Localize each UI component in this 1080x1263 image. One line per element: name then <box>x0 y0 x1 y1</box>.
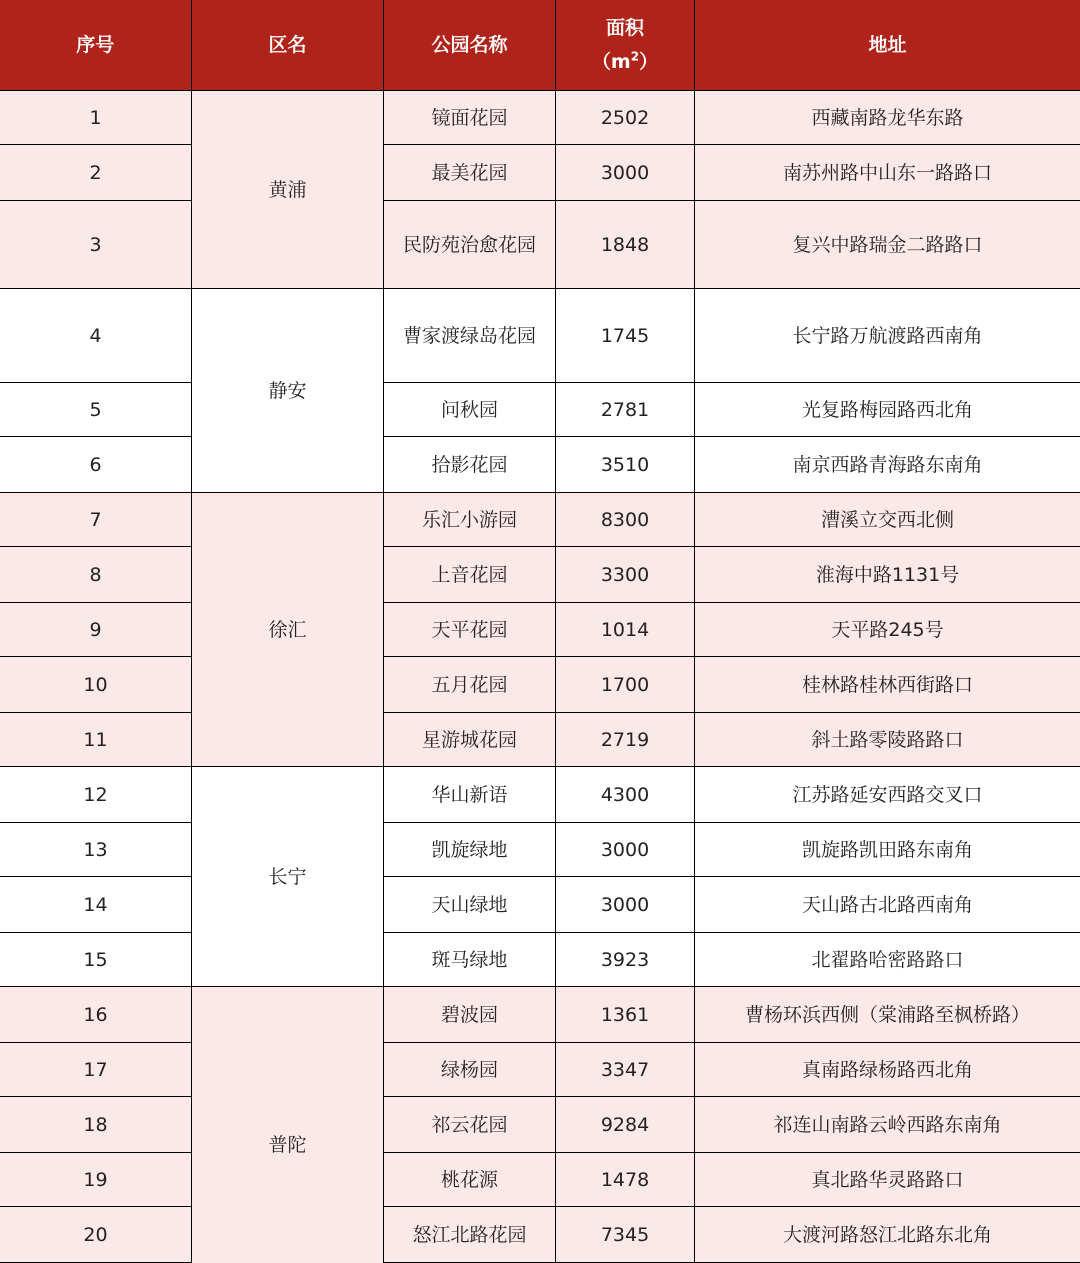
cell-address: 曹杨环浜西侧（棠浦路至枫桥路） <box>695 987 1080 1043</box>
cell-address: 光复路梅园路西北角 <box>695 383 1080 437</box>
table-row <box>0 289 1080 383</box>
header-park-name: 公园名称 <box>384 0 556 91</box>
table-row <box>0 145 1080 201</box>
cell-address: 真南路绿杨路西北角 <box>695 1043 1080 1097</box>
header-area <box>556 0 695 91</box>
cell-index: 14 <box>0 877 192 933</box>
cell-area: 1745 <box>556 289 695 383</box>
cell-index: 1 <box>0 91 192 145</box>
cell-index: 9 <box>0 603 192 657</box>
table-row <box>0 493 1080 547</box>
cell-address: 南京西路青海路东南角 <box>695 437 1080 493</box>
cell-address: 淮海中路1131号 <box>695 547 1080 603</box>
table-row <box>0 933 1080 987</box>
cell-index: 7 <box>0 493 192 547</box>
cell-address: 斜土路零陵路路口 <box>695 713 1080 767</box>
cell-area: 1014 <box>556 603 695 657</box>
cell-area: 2502 <box>556 91 695 145</box>
cell-address: 北翟路哈密路路口 <box>695 933 1080 987</box>
cell-index: 4 <box>0 289 192 383</box>
cell-district: 静安 <box>192 289 384 493</box>
table-row <box>0 437 1080 493</box>
cell-park: 曹家渡绿岛花园 <box>384 289 556 383</box>
cell-park: 问秋园 <box>384 383 556 437</box>
table-row <box>0 547 1080 603</box>
table-row <box>0 877 1080 933</box>
cell-area: 3000 <box>556 823 695 877</box>
table-row <box>0 1153 1080 1207</box>
cell-park: 斑马绿地 <box>384 933 556 987</box>
header-district: 区名 <box>192 0 384 91</box>
cell-index: 2 <box>0 145 192 201</box>
table-row <box>0 767 1080 823</box>
cell-area: 4300 <box>556 767 695 823</box>
cell-area: 8300 <box>556 493 695 547</box>
cell-address: 大渡河路怒江北路东北角 <box>695 1207 1080 1263</box>
cell-area: 3923 <box>556 933 695 987</box>
cell-address: 天山路古北路西南角 <box>695 877 1080 933</box>
cell-area: 9284 <box>556 1097 695 1153</box>
cell-park: 五月花园 <box>384 657 556 713</box>
cell-address: 江苏路延安西路交叉口 <box>695 767 1080 823</box>
cell-area: 7345 <box>556 1207 695 1263</box>
cell-park: 桃花源 <box>384 1153 556 1207</box>
cell-park: 拾影花园 <box>384 437 556 493</box>
cell-area: 3300 <box>556 547 695 603</box>
cell-area: 1848 <box>556 201 695 289</box>
table-row <box>0 603 1080 657</box>
cell-park: 镜面花园 <box>384 91 556 145</box>
cell-area: 1361 <box>556 987 695 1043</box>
cell-index: 15 <box>0 933 192 987</box>
table-row <box>0 1097 1080 1153</box>
cell-area: 3000 <box>556 145 695 201</box>
table-row <box>0 713 1080 767</box>
cell-park: 民防苑治愈花园 <box>384 201 556 289</box>
cell-index: 10 <box>0 657 192 713</box>
cell-address: 长宁路万航渡路西南角 <box>695 289 1080 383</box>
cell-area: 1700 <box>556 657 695 713</box>
cell-index: 8 <box>0 547 192 603</box>
cell-area: 1478 <box>556 1153 695 1207</box>
cell-index: 5 <box>0 383 192 437</box>
cell-park: 天平花园 <box>384 603 556 657</box>
table-row <box>0 1043 1080 1097</box>
table-header-row <box>0 0 1080 91</box>
table-row <box>0 657 1080 713</box>
cell-index: 17 <box>0 1043 192 1097</box>
table-row <box>0 1207 1080 1263</box>
cell-park: 祁云花园 <box>384 1097 556 1153</box>
table-row <box>0 383 1080 437</box>
cell-address: 漕溪立交西北侧 <box>695 493 1080 547</box>
cell-district: 普陀 <box>192 987 384 1263</box>
cell-address: 天平路245号 <box>695 603 1080 657</box>
cell-district: 黄浦 <box>192 91 384 289</box>
cell-area: 3510 <box>556 437 695 493</box>
header-area-unit-close: ） <box>639 51 659 73</box>
cell-park: 怒江北路花园 <box>384 1207 556 1263</box>
cell-park: 碧波园 <box>384 987 556 1043</box>
cell-index: 3 <box>0 201 192 289</box>
cell-index: 11 <box>0 713 192 767</box>
cell-address: 南苏州路中山东一路路口 <box>695 145 1080 201</box>
cell-index: 20 <box>0 1207 192 1263</box>
cell-district: 徐汇 <box>192 493 384 767</box>
table-row <box>0 201 1080 289</box>
cell-park: 天山绿地 <box>384 877 556 933</box>
cell-park: 上音花园 <box>384 547 556 603</box>
cell-park: 华山新语 <box>384 767 556 823</box>
cell-index: 12 <box>0 767 192 823</box>
cell-area: 3000 <box>556 877 695 933</box>
cell-index: 6 <box>0 437 192 493</box>
cell-address: 西藏南路龙华东路 <box>695 91 1080 145</box>
header-area-unit-open: （m <box>591 51 631 73</box>
header-area-unit-sup: 2 <box>630 49 640 64</box>
cell-district: 长宁 <box>192 767 384 987</box>
cell-park: 星游城花园 <box>384 713 556 767</box>
cell-park: 凯旋绿地 <box>384 823 556 877</box>
cell-index: 13 <box>0 823 192 877</box>
table-row <box>0 823 1080 877</box>
header-address: 地址 <box>695 0 1080 91</box>
cell-park: 绿杨园 <box>384 1043 556 1097</box>
cell-area: 2781 <box>556 383 695 437</box>
cell-index: 18 <box>0 1097 192 1153</box>
cell-address: 桂林路桂林西街路口 <box>695 657 1080 713</box>
cell-park: 乐汇小游园 <box>384 493 556 547</box>
header-area-label: 面积 <box>605 17 644 39</box>
cell-park: 最美花园 <box>384 145 556 201</box>
cell-address: 复兴中路瑞金二路路口 <box>695 201 1080 289</box>
cell-address: 凯旋路凯田路东南角 <box>695 823 1080 877</box>
cell-address: 祁连山南路云岭西路东南角 <box>695 1097 1080 1153</box>
table-row <box>0 91 1080 145</box>
table-row <box>0 987 1080 1043</box>
header-index: 序号 <box>0 0 192 91</box>
cell-index: 19 <box>0 1153 192 1207</box>
cell-address: 真北路华灵路路口 <box>695 1153 1080 1207</box>
cell-index: 16 <box>0 987 192 1043</box>
cell-area: 3347 <box>556 1043 695 1097</box>
cell-area: 2719 <box>556 713 695 767</box>
